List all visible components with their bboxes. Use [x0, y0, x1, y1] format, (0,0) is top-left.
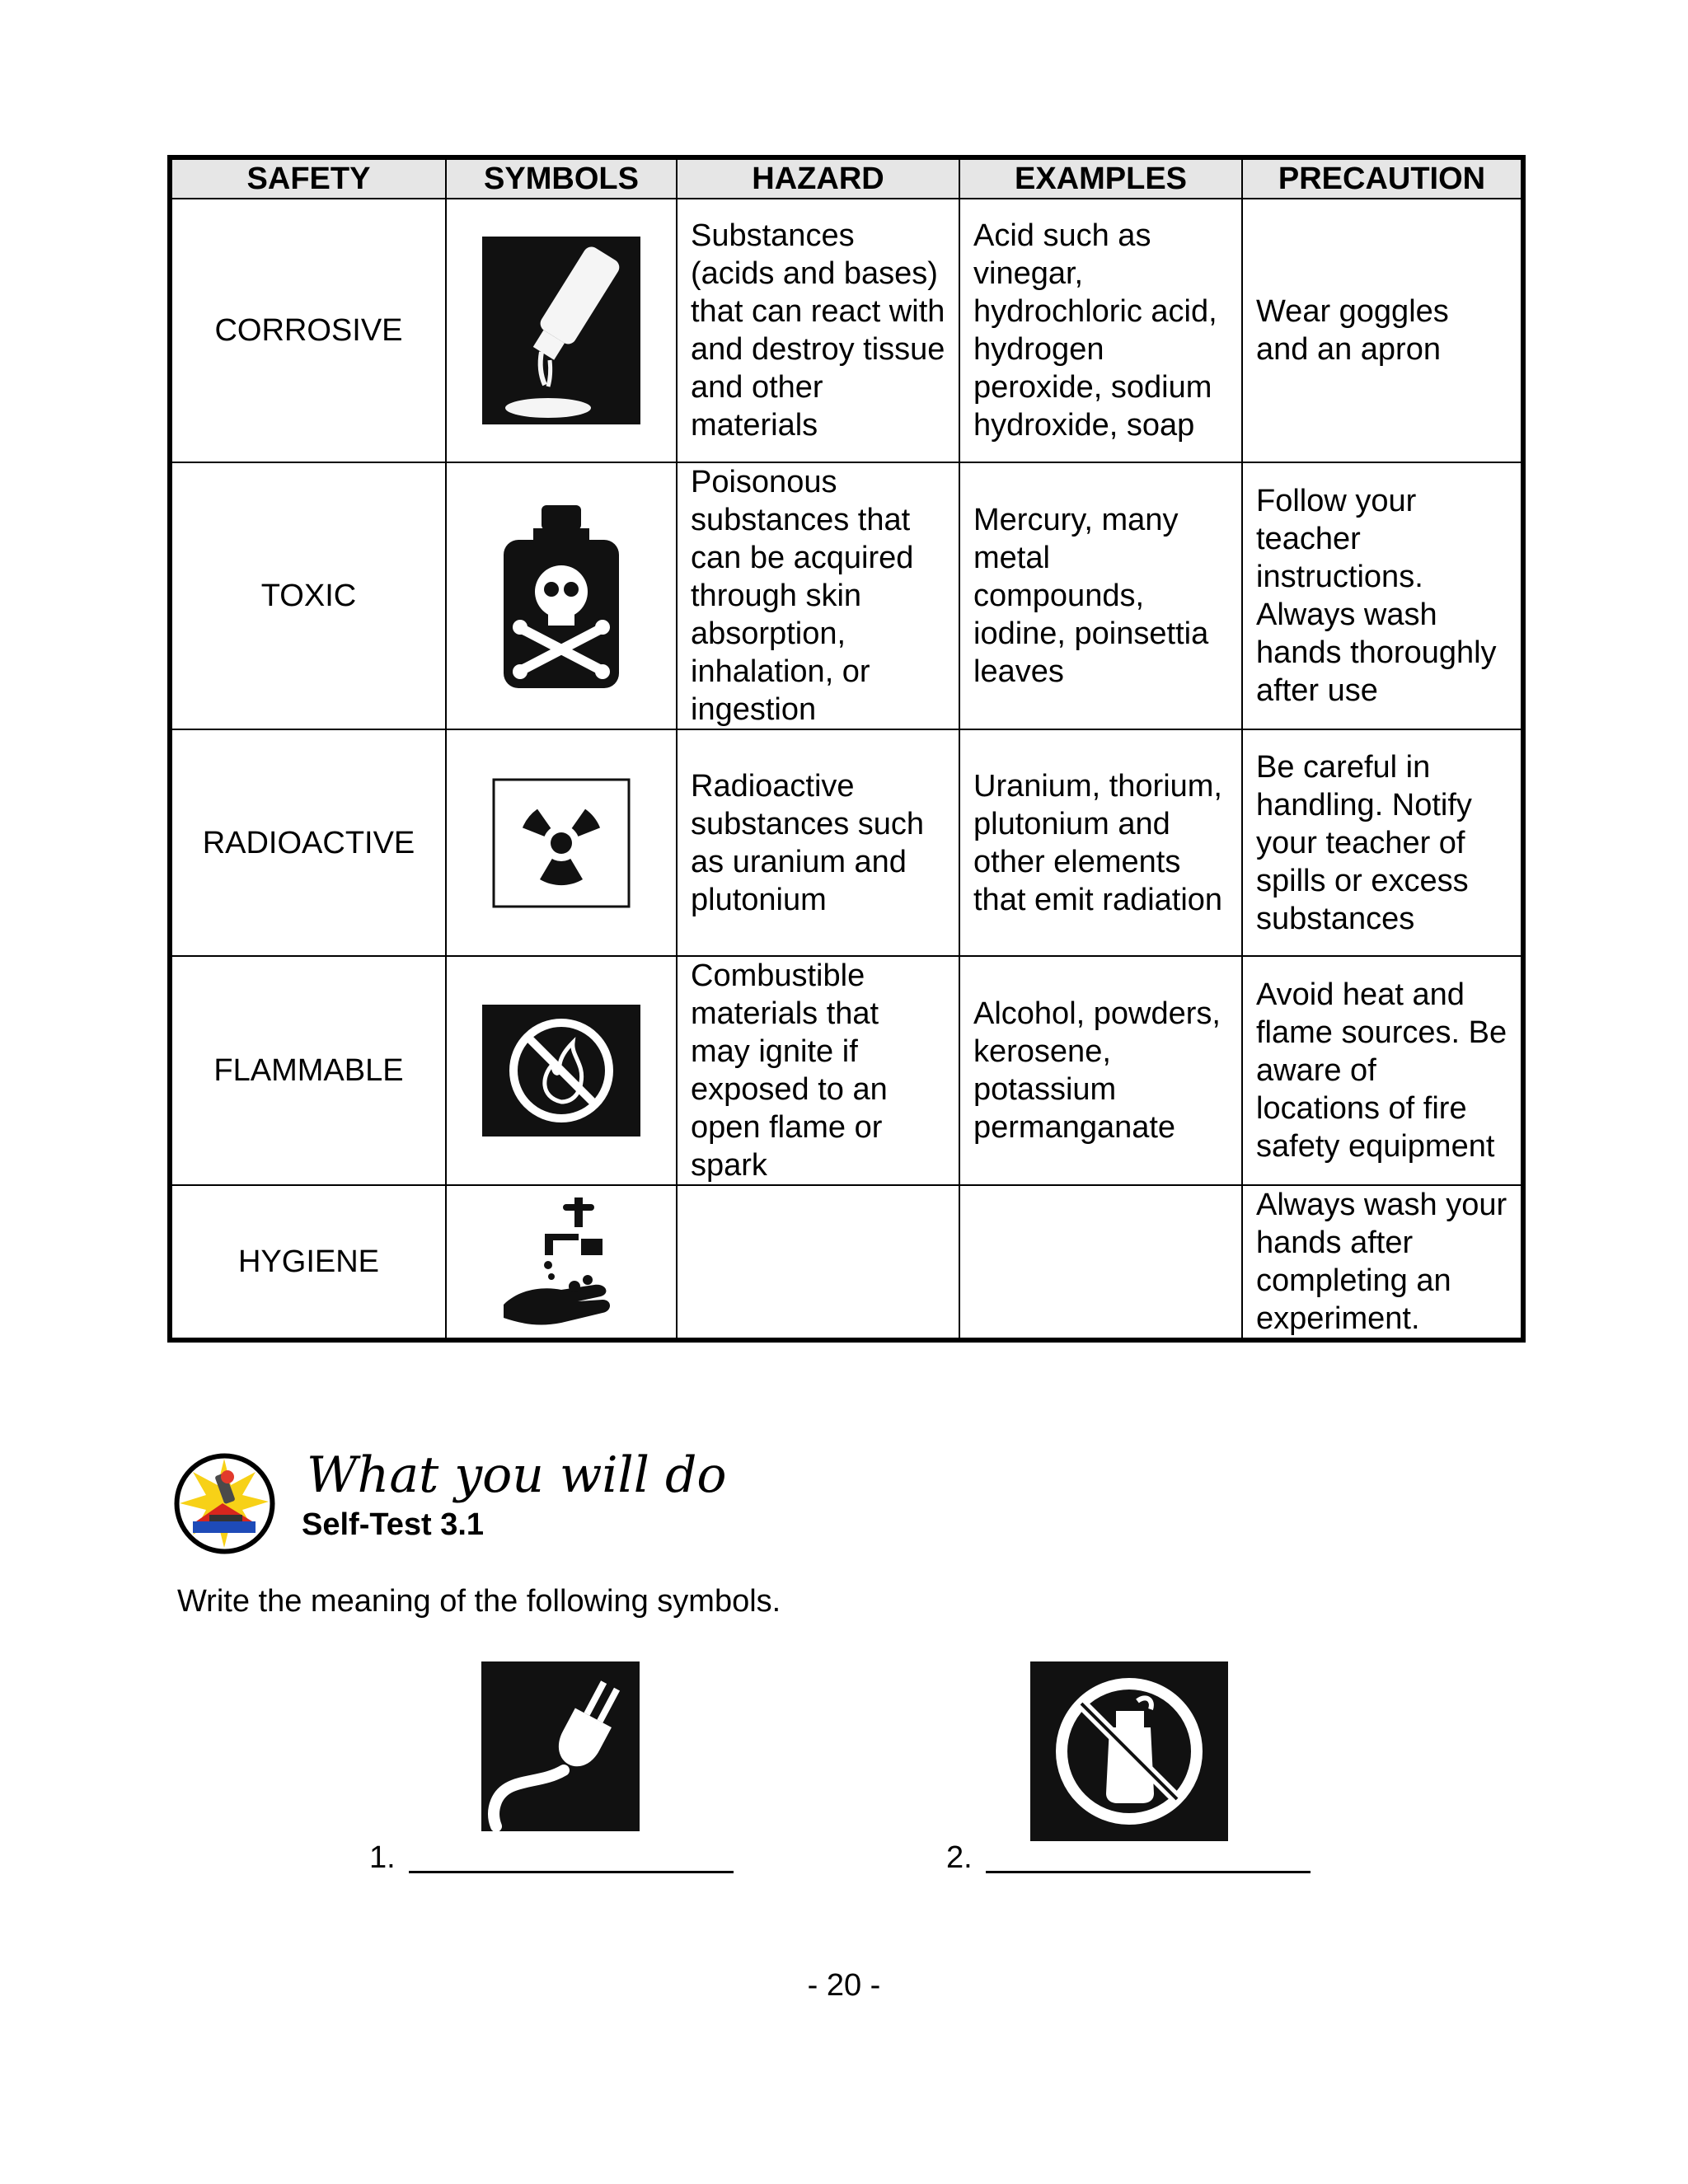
hazard-cell	[677, 1185, 959, 1340]
examples-cell: Acid such as vinegar, hydrochloric acid, hydrogen peroxide, sodium hydroxide, soap	[959, 199, 1242, 462]
table-row	[170, 199, 1523, 462]
safety-symbols-table	[167, 155, 1526, 1343]
safety-cell: RADIOACTIVE	[170, 729, 446, 956]
hazard-cell: Substances (acids and bases) that can react with and destroy tissue and other materials	[677, 199, 959, 462]
safety-cell: FLAMMABLE	[170, 956, 446, 1185]
safety-cell: CORROSIVE	[170, 199, 446, 462]
table-row	[170, 1185, 1523, 1340]
skull-crossbones-icon	[492, 497, 631, 695]
header-hazard: HAZARD	[677, 157, 959, 199]
no-open-container-icon	[1030, 1661, 1228, 1841]
radiation-icon	[492, 778, 631, 908]
precaution-cell: Be careful in handling. Notify your teacher of spills or excess substances	[1242, 729, 1523, 956]
corrosive-icon	[482, 237, 640, 424]
safety-cell: TOXIC	[170, 462, 446, 729]
section-subtitle: Self-Test 3.1	[302, 1507, 485, 1542]
section-title: What you will do	[307, 1446, 727, 1504]
instruction-text: Write the meaning of the following symbols.	[177, 1584, 781, 1619]
hazard-cell: Combustible materials that may ignite if exposed to an open flame or spark	[677, 956, 959, 1185]
examples-cell: Mercury, many metal compounds, iodine, poinsettia leaves	[959, 462, 1242, 729]
precaution-cell: Avoid heat and flame sources. Be aware of locations of fire safety equipment	[1242, 956, 1523, 1185]
safety-cell: HYGIENE	[170, 1185, 446, 1340]
hazard-cell: Poisonous substances that can be acquired through skin absorption, inhalation, or ingestion	[677, 462, 959, 729]
question-number: 1.	[369, 1840, 396, 1875]
precaution-cell: Wear goggles and an apron	[1242, 199, 1523, 462]
no-flame-icon	[482, 1005, 640, 1137]
examples-cell	[959, 1185, 1242, 1340]
answer-line	[986, 1871, 1311, 1873]
examples-cell: Alcohol, powders, kerosene, potassium permanganate	[959, 956, 1242, 1185]
header-examples: EXAMPLES	[959, 157, 1242, 199]
precaution-cell: Always wash your hands after completing an experiment.	[1242, 1185, 1523, 1340]
examples-cell: Uranium, thorium, plutonium and other elements that emit radiation	[959, 729, 1242, 956]
header-precaution: PRECAUTION	[1242, 157, 1523, 199]
header-symbols: SYMBOLS	[446, 157, 677, 199]
table-row	[170, 729, 1523, 956]
table-row	[170, 956, 1523, 1185]
table-header-row	[170, 157, 1523, 199]
question-number: 2.	[946, 1840, 973, 1875]
hazard-cell: Radioactive substances such as uranium and plutonium	[677, 729, 959, 956]
microscope-badge-icon	[173, 1452, 276, 1555]
electrical-plug-icon	[481, 1661, 640, 1831]
answer-line	[409, 1871, 734, 1873]
table-row	[170, 462, 1523, 729]
precaution-cell: Follow your teacher instructions. Always wash hands thoroughly after use	[1242, 462, 1523, 729]
page-number: - 20 -	[807, 1968, 881, 2003]
hand-washing-icon	[495, 1189, 627, 1334]
header-safety: SAFETY	[170, 157, 446, 199]
